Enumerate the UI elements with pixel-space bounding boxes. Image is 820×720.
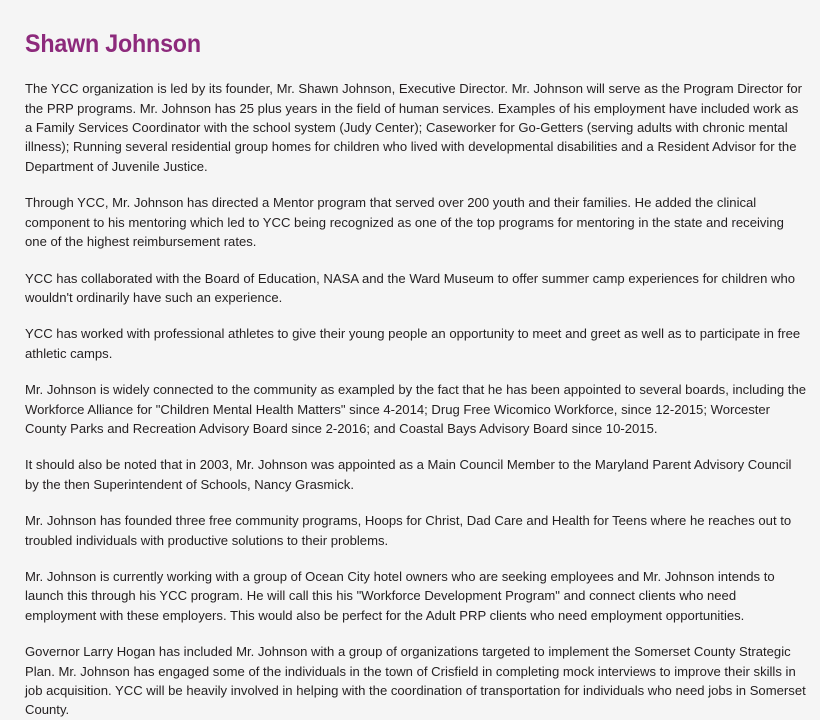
- paragraph: Governor Larry Hogan has included Mr. Johnson with a group of organizations targeted to implement the Somerset County Strategic Plan. Mr. Johnson has engaged some of the individuals in the town of Crisfield in completing mock interviews to improve their skills in job acquisition. YCC will be heavily involved in helping with the coordination of transportation for individuals who need jobs in Somerset County.: [25, 644, 806, 718]
- body-copy: [25, 79, 806, 720]
- page-title: Shawn Johnson: [25, 30, 201, 58]
- paragraph: Through YCC, Mr. Johnson has directed a Mentor program that served over 200 youth and their families. He added the clinical component to his mentoring which led to YCC being recognized as one of the top programs for mentoring in the state and receiving one of the highest reimbursement rates.: [25, 195, 784, 250]
- paragraph: Mr. Johnson is currently working with a group of Ocean City hotel owners who are seeking employees and Mr. Johnson intends to launch this through his YCC program. He will call this his "Workforce Development Program" and connect clients who need employment with these employers. This would also be perfect for the Adult PRP clients who need employment opportunities.: [25, 568, 775, 623]
- paragraph: Mr. Johnson is widely connected to the community as exampled by the fact that he has been appointed to several boards, including the Workforce Alliance for "Children Mental Health Matters" since 4-2014; Drug Free Wicomico Workforce, since 12-2015; Worcester County Parks and Recreation Advisory Board since 2-2016; and Coastal Bays Advisory Board since 10-2015.: [25, 382, 807, 436]
- paragraph: YCC has collaborated with the Board of Education, NASA and the Ward Museum to offer summer camp experiences for children who wouldn't ordinarily have such an experience.: [25, 270, 796, 305]
- paragraph: The YCC organization is led by its founder, Mr. Shawn Johnson, Executive Director. Mr. Johnson will serve as the Program Director for the PRP programs. Mr. Johnson has 25 plus years in the field of human services. Examples of his employment have included work as a Family Services Coordinator with the school system (Judy Center); Caseworker for Go-Getters (serving adults with chronic mental illness); Running several residential group homes for children who lived with developmental disabilities and a Resident Advisor for the Department of Juvenile Justice.: [25, 81, 802, 174]
- paragraph: Mr. Johnson has founded three free community programs, Hoops for Christ, Dad Care and Health for Teens where he reaches out to troubled individuals with productive solutions to their problems.: [25, 513, 792, 548]
- paragraph: It should also be noted that in 2003, Mr. Johnson was appointed as a Main Council Member to the Maryland Parent Advisory Council by the then Superintendent of Schools, Nancy Grasmick.: [25, 457, 792, 492]
- paragraph: YCC has worked with professional athletes to give their young people an opportunity to meet and greet as well as to participate in free athletic camps.: [25, 326, 801, 361]
